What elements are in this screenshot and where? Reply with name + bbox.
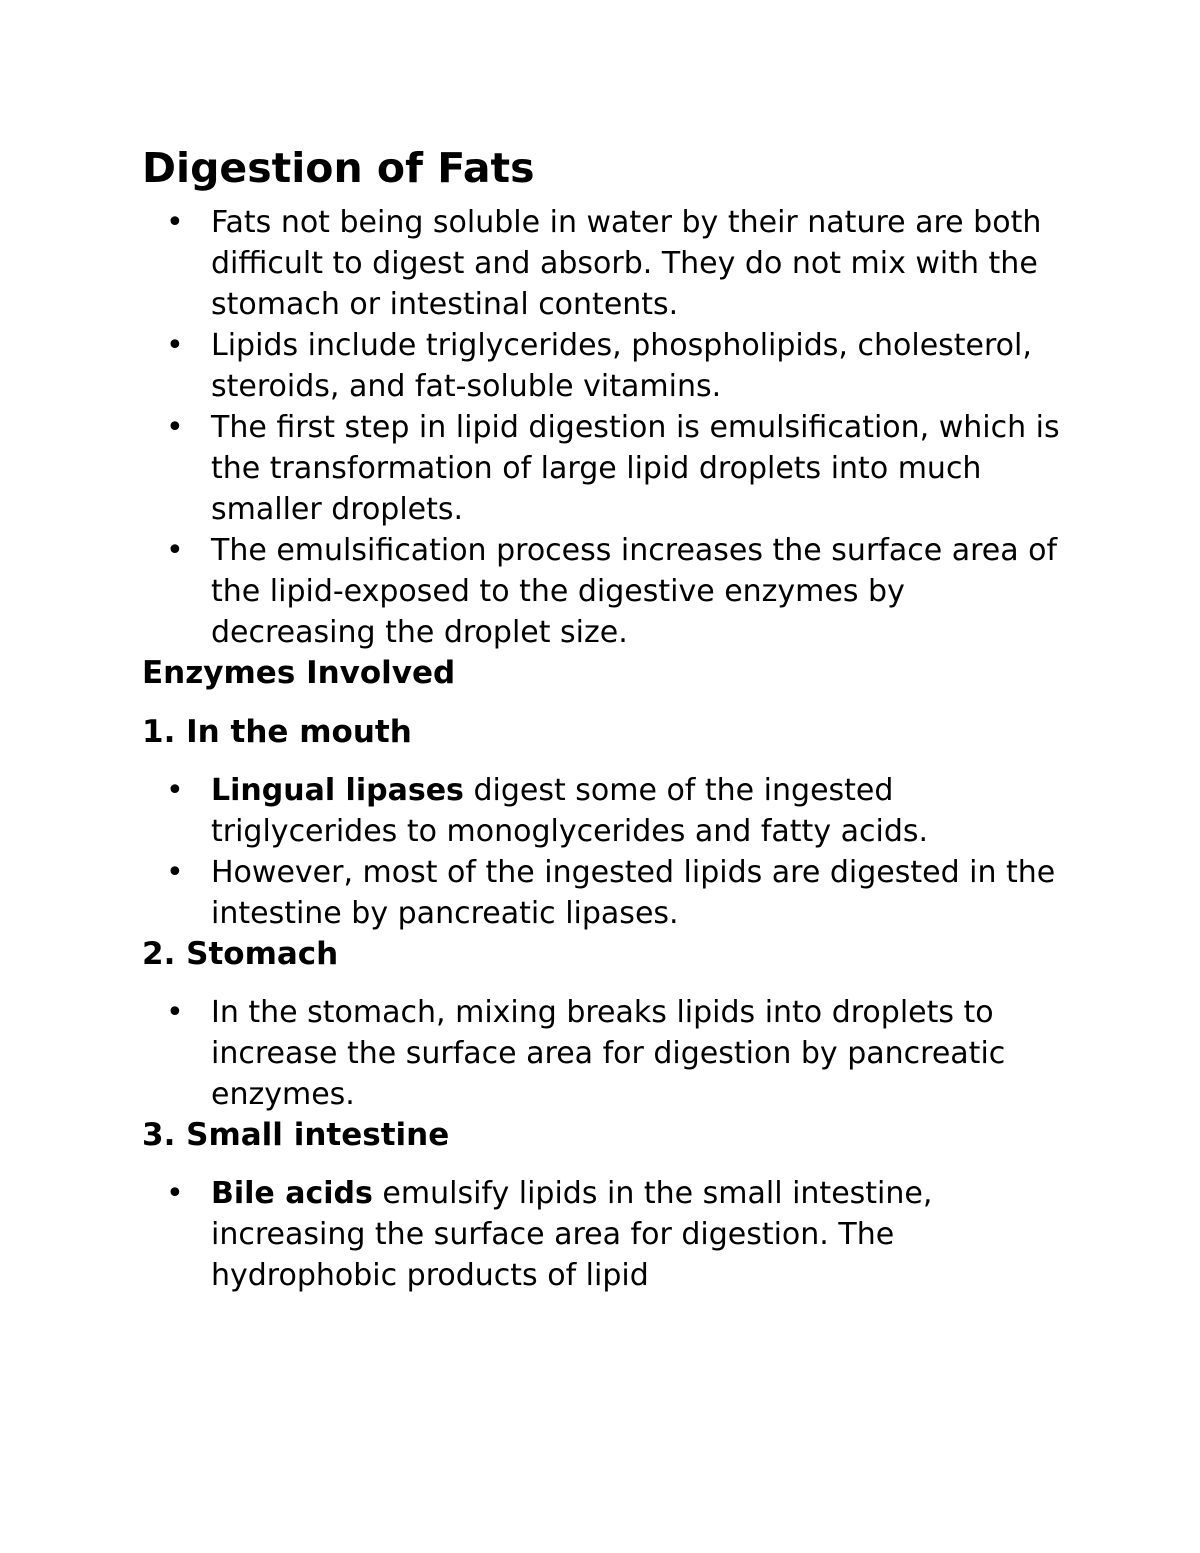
list-item	[142, 992, 1072, 1115]
section-heading-stomach: 2. Stomach	[142, 936, 339, 972]
bullet-icon: •	[166, 205, 184, 240]
list-item	[142, 407, 1072, 530]
bullet-bold-term: Bile acids	[211, 1176, 373, 1211]
bullet-icon: •	[166, 1176, 184, 1211]
list-item	[142, 530, 1072, 653]
bullet-icon: •	[166, 410, 184, 445]
bullet-icon: •	[166, 533, 184, 568]
bullet-text: emulsify lipids in the small intestine, increasing the surface area for digestion. The hydrophobic products of lipid	[211, 1176, 933, 1293]
list-item	[142, 325, 1072, 407]
list-item	[142, 202, 1072, 325]
bullet-text: The emulsification process increases the surface area of the lipid-exposed to the digestive enzymes by decreasing the droplet size.	[211, 533, 1058, 650]
bullet-text: However, most of the ingested lipids are digested in the intestine by pancreatic lipases.	[211, 855, 1056, 931]
bullet-text: In the stomach, mixing breaks lipids into droplets to increase the surface area for digestion by pancreatic enzymes.	[211, 995, 1006, 1112]
bullet-text: Lipids include triglycerides, phospholipids, cholesterol, steroids, and fat-soluble vitamins.	[211, 328, 1032, 404]
section-heading-small-intestine: 3. Small intestine	[142, 1117, 450, 1153]
mouth-bullet-list	[142, 770, 1072, 934]
bullet-icon: •	[166, 995, 184, 1030]
bullet-icon: •	[166, 328, 184, 363]
stomach-bullet-list	[142, 992, 1072, 1115]
bullet-icon: •	[166, 855, 184, 890]
small-intestine-bullet-list	[142, 1173, 1072, 1296]
list-item	[142, 852, 1072, 934]
document-page	[142, 140, 1072, 1296]
bullet-text: Fats not being soluble in water by their nature are both difficult to digest and absorb. They do not mix with the stomach or intestinal contents.	[211, 205, 1042, 322]
bullet-icon: •	[166, 773, 184, 808]
list-item	[142, 1173, 1072, 1296]
bullet-bold-term: Lingual lipases	[211, 773, 464, 808]
section-heading-mouth: 1. In the mouth	[142, 714, 412, 750]
bullet-text: The first step in lipid digestion is emulsification, which is the transformation of large lipid droplets into much smaller droplets.	[211, 410, 1060, 527]
intro-bullet-list	[142, 202, 1072, 653]
enzymes-heading: Enzymes Involved	[142, 655, 456, 691]
list-item	[142, 770, 1072, 852]
bullet-text: digest some of the ingested triglycerides to monoglycerides and fatty acids.	[211, 773, 929, 849]
document-title: Digestion of Fats	[142, 144, 535, 192]
